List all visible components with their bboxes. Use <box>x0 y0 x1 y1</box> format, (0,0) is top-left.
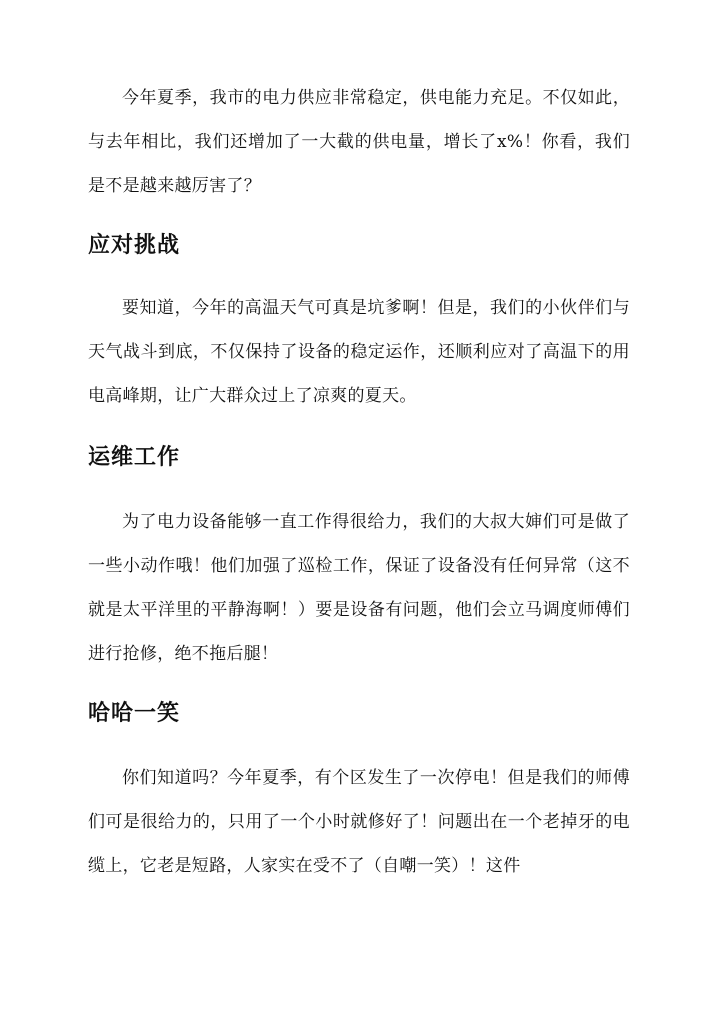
section-paragraph-maintenance: 为了电力设备能够一直工作得很给力，我们的大叔大婶们可是做了一些小动作哦！他们加强了巡检工作，保证了设备没有任何异常（这不就是太平洋里的平静海啊！）要是设备有问题，他们会立马调度师傅们进行抢修，绝不拖后腿！ <box>88 512 630 664</box>
section-heading-maintenance: 运维工作 <box>88 444 181 470</box>
section-paragraph-laugh: 你们知道吗？今年夏季，有个区发生了一次停电！但是我们的师傅们可是很给力的，只用了一个小时就修好了！问题出在一个老掉牙的电缆上，它老是短路，人家实在受不了（自嘲一笑）！这件 <box>88 768 630 876</box>
section-heading-laugh: 哈哈一笑 <box>88 700 181 726</box>
section-heading-challenge: 应对挑战 <box>88 232 181 258</box>
section-paragraph-challenge: 要知道，今年的高温天气可真是坑爹啊！但是，我们的小伙伴们与天气战斗到底，不仅保持了设备的稳定运作，还顺利应对了高温下的用电高峰期，让广大群众过上了凉爽的夏天。 <box>88 298 630 406</box>
intro-paragraph: 今年夏季，我市的电力供应非常稳定，供电能力充足。不仅如此，与去年相比，我们还增加了一大截的供电量，增长了x%！你看，我们是不是越来越厉害了？ <box>88 88 630 196</box>
